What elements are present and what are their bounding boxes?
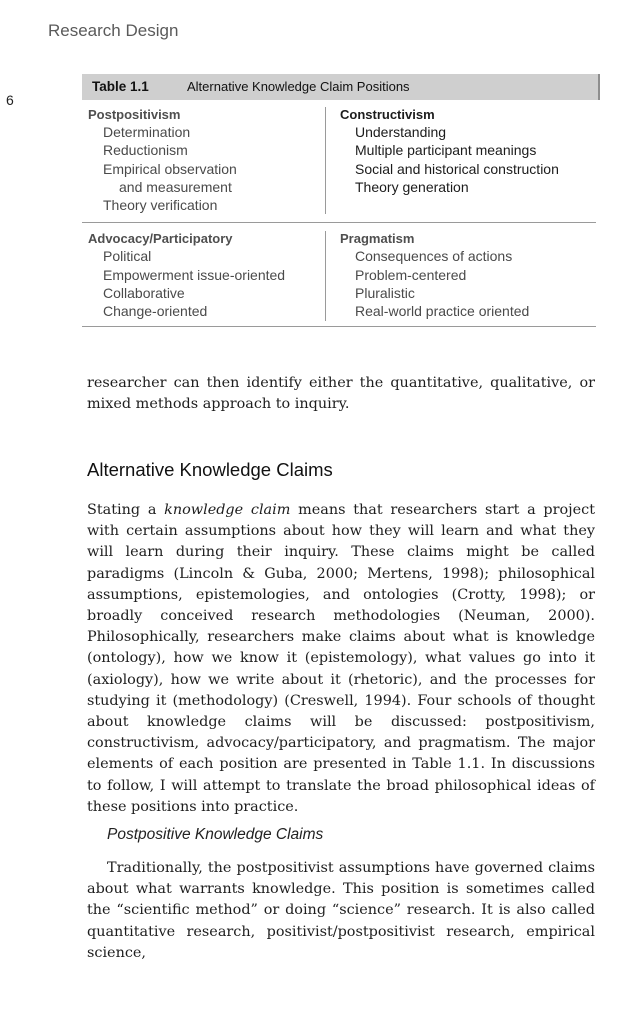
list-item: Problem-centered: [355, 266, 467, 283]
cell-heading: Constructivism: [340, 107, 435, 122]
section-heading: Alternative Knowledge Claims: [87, 459, 333, 480]
table-caption-banner: [82, 74, 600, 100]
list-item: Reductionism: [103, 142, 188, 159]
subsection-heading: Postpositive Knowledge Claims: [107, 826, 324, 843]
list-item: Political: [103, 248, 152, 265]
cell-item-list: [340, 247, 596, 320]
page-number: 6: [6, 92, 14, 108]
list-item: Pluralistic: [355, 285, 415, 302]
cell-item-list: [340, 123, 596, 196]
emphasized-term: knowledge claim: [164, 502, 291, 518]
knowledge-claims-paragraph: [87, 500, 595, 818]
running-head: Research Design: [48, 21, 179, 40]
cell-advocacy-participatory: [82, 231, 326, 320]
table-row: [82, 223, 596, 326]
cell-postpositivism: [82, 107, 326, 214]
cell-heading: Postpositivism: [88, 107, 181, 122]
list-item: Social and historical construction: [355, 160, 559, 177]
list-item: Change-oriented: [103, 303, 208, 320]
list-item: Consequences of actions: [355, 248, 513, 265]
list-item: and measurement: [119, 178, 232, 195]
list-item: Determination: [103, 124, 191, 140]
list-item: Multiple participant meanings: [355, 142, 537, 159]
text-run: Stating a: [87, 502, 165, 518]
cell-constructivism: [326, 107, 596, 214]
list-item: Understanding: [355, 124, 447, 140]
body-text: Traditionally, the postpositivist assumptions have governed claims about what warrants knowledge. This position is sometimes called the “scientific method” or doing “science” research. It is also called quantitative research, positivist/postpositivist research, empirical science,: [87, 860, 595, 961]
body-text: researcher can then identify either the quantitative, qualitative, or mixed methods approach to inquiry.: [87, 375, 595, 413]
list-item: Real-world practice oriented: [355, 303, 530, 320]
postpositive-paragraph: [87, 858, 595, 964]
cell-heading: Advocacy/Participatory: [88, 231, 233, 247]
body-text: [87, 500, 595, 818]
list-item: Empirical observation: [103, 160, 237, 177]
table-title: Alternative Knowledge Claim Positions: [187, 79, 410, 94]
list-item: Empowerment issue-oriented: [103, 266, 286, 283]
cell-item-list: [88, 247, 325, 320]
continuation-paragraph: [87, 373, 595, 415]
table-number: Table 1.1: [92, 79, 149, 94]
list-item: Collaborative: [103, 285, 185, 302]
list-item: Theory generation: [355, 178, 469, 195]
table-row: [82, 107, 596, 223]
cell-heading: Pragmatism: [340, 231, 415, 247]
knowledge-claims-table: [82, 107, 596, 327]
list-item: Theory verification: [103, 197, 218, 214]
cell-pragmatism: [326, 231, 596, 320]
text-run: means that researchers start a project with certain assumptions about how they will learn and what they will learn during their inquiry. These claims might be called paradigms (Lincoln & Guba, 2000; Mertens, 1998); philosophical assumptions, epistemologies, and ontologies (Crotty, 1998); or broadly conceived research methodologies (Neuman, 2000). Philosophically, researchers make claims about what is knowledge (ontology), how we know it (epistemology), what values go into it (axiology), how we write about it (rhetoric), and the processes for studying it (methodology) (Creswell, 1994). Four schools of thought about knowledge claims will be discussed: postpositivism, constructivism, advocacy/participatory, and pragmatism. The major elements of each position are presented in Table 1.1. In discussions to follow, I will attempt to translate the broad philosophical ideas of these positions into practice.: [87, 502, 595, 815]
cell-item-list: [88, 123, 325, 214]
